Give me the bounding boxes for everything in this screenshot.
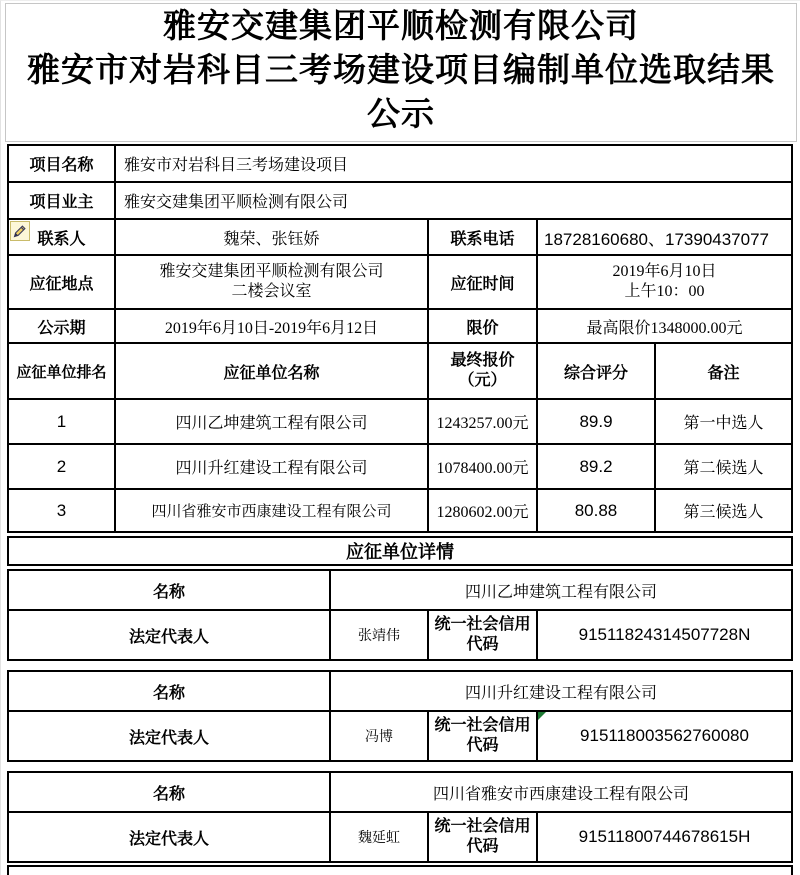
rank-value: 2 bbox=[8, 444, 115, 489]
legal-rep-label: 法定代表人 bbox=[8, 610, 330, 660]
credit-code-label-line1: 统一社会信用 bbox=[434, 818, 531, 835]
phone-value: 18728160680、17390437077 bbox=[537, 219, 792, 255]
legal-rep-label: 法定代表人 bbox=[8, 711, 330, 761]
contact-row bbox=[8, 219, 792, 255]
owner-label: 项目业主 bbox=[8, 182, 115, 219]
rank-value: 1 bbox=[8, 399, 115, 444]
owner-row bbox=[8, 182, 792, 219]
venue-row bbox=[8, 255, 792, 309]
credit-code-label-line2: 代码 bbox=[466, 636, 499, 653]
price-limit-value: 最高限价1348000.00元 bbox=[537, 309, 792, 343]
ranking-row-2 bbox=[8, 444, 792, 489]
company-name-row bbox=[8, 772, 792, 812]
owner-value: 雅安交建集团平顺检测有限公司 bbox=[115, 182, 792, 219]
publicity-value: 2019年6月10日-2019年6月12日 bbox=[115, 309, 428, 343]
credit-code-value: 91511800744678615H bbox=[537, 812, 792, 862]
credit-code-label bbox=[428, 610, 537, 660]
credit-code-value: 91511824314507728N bbox=[537, 610, 792, 660]
bid-value: 1280602.00元 bbox=[428, 489, 537, 532]
project-name-row bbox=[8, 145, 792, 182]
note-header: 备注 bbox=[655, 343, 792, 399]
company-name-row bbox=[8, 570, 792, 610]
contact-label: 联系人 bbox=[37, 230, 86, 248]
score-value: 89.9 bbox=[537, 399, 655, 444]
company-name-label: 名称 bbox=[8, 772, 330, 812]
ranking-row-3 bbox=[8, 489, 792, 532]
credit-code-label bbox=[428, 711, 537, 761]
company-name-value: 四川升红建设工程有限公司 bbox=[330, 671, 792, 711]
green-corner-flag-icon bbox=[538, 712, 546, 720]
next-table-cutoff-sliver bbox=[7, 865, 793, 875]
time-line2: 上午10：00 bbox=[624, 283, 705, 300]
bid-header bbox=[428, 343, 537, 399]
title-box bbox=[5, 3, 797, 142]
score-value: 80.88 bbox=[537, 489, 655, 532]
company-name-label: 名称 bbox=[8, 570, 330, 610]
credit-code-label-line1: 统一社会信用 bbox=[434, 616, 531, 633]
bid-value: 1243257.00元 bbox=[428, 399, 537, 444]
credit-code-label-line2: 代码 bbox=[466, 838, 499, 855]
title-announcement-line: 雅安市对岩科目三考场建设项目编制单位选取结果公示 bbox=[27, 53, 775, 133]
contact-label-cell bbox=[8, 219, 115, 255]
score-header: 综合评分 bbox=[537, 343, 655, 399]
title-company-line: 雅安交建集团平顺检测有限公司 bbox=[163, 9, 639, 45]
company-name-label: 名称 bbox=[8, 671, 330, 711]
details-section-header-table bbox=[7, 536, 793, 566]
pencil-note-icon bbox=[10, 221, 30, 241]
company-header: 应征单位名称 bbox=[115, 343, 428, 399]
note-value: 第二候选人 bbox=[655, 444, 792, 489]
project-name-value: 雅安市对岩科目三考场建设项目 bbox=[115, 145, 792, 182]
details-section-title: 应征单位详情 bbox=[8, 537, 792, 565]
credit-code-label bbox=[428, 812, 537, 862]
legal-rep-label: 法定代表人 bbox=[8, 812, 330, 862]
legal-rep-value: 冯博 bbox=[330, 711, 428, 761]
phone-label: 联系电话 bbox=[428, 219, 537, 255]
bid-header-line2: （元） bbox=[458, 372, 507, 389]
company-value: 四川省雅安市西康建设工程有限公司 bbox=[115, 489, 428, 532]
company-value: 四川升红建设工程有限公司 bbox=[115, 444, 428, 489]
ranking-row-1 bbox=[8, 399, 792, 444]
legal-rep-row bbox=[8, 610, 792, 660]
score-value: 89.2 bbox=[537, 444, 655, 489]
time-value bbox=[537, 255, 792, 309]
company-detail-block-1 bbox=[7, 569, 793, 661]
legal-rep-value: 张靖伟 bbox=[330, 610, 428, 660]
rank-header: 应征单位排名 bbox=[8, 343, 115, 399]
company-detail-block-3 bbox=[7, 771, 793, 863]
venue-line1: 雅安交建集团平顺检测有限公司 bbox=[159, 263, 384, 280]
project-name-label: 项目名称 bbox=[8, 145, 115, 182]
company-name-value: 四川乙坤建筑工程有限公司 bbox=[330, 570, 792, 610]
credit-code-text: 915118003562760080 bbox=[580, 726, 749, 745]
bid-header-line1: 最终报价 bbox=[450, 352, 515, 369]
company-detail-block-2 bbox=[7, 670, 793, 762]
rank-value: 3 bbox=[8, 489, 115, 532]
price-limit-label: 限价 bbox=[428, 309, 537, 343]
bid-value: 1078400.00元 bbox=[428, 444, 537, 489]
legal-rep-row bbox=[8, 812, 792, 862]
legal-rep-value: 魏延虹 bbox=[330, 812, 428, 862]
venue-line2: 二楼会议室 bbox=[231, 283, 312, 300]
time-label: 应征时间 bbox=[428, 255, 537, 309]
company-name-value: 四川省雅安市西康建设工程有限公司 bbox=[330, 772, 792, 812]
publicity-row bbox=[8, 309, 792, 343]
note-value: 第三候选人 bbox=[655, 489, 792, 532]
credit-code-label-line2: 代码 bbox=[466, 737, 499, 754]
time-line1: 2019年6月10日 bbox=[612, 263, 717, 280]
legal-rep-row bbox=[8, 711, 792, 761]
company-value: 四川乙坤建筑工程有限公司 bbox=[115, 399, 428, 444]
ranking-header-row bbox=[8, 343, 792, 399]
venue-label: 应征地点 bbox=[8, 255, 115, 309]
contact-value: 魏荣、张钰娇 bbox=[115, 219, 428, 255]
venue-value bbox=[115, 255, 428, 309]
note-value: 第一中选人 bbox=[655, 399, 792, 444]
page-title bbox=[12, 5, 790, 137]
company-name-row bbox=[8, 671, 792, 711]
credit-code-value bbox=[537, 711, 792, 761]
credit-code-label-line1: 统一社会信用 bbox=[434, 717, 531, 734]
publicity-label: 公示期 bbox=[8, 309, 115, 343]
main-info-table bbox=[7, 144, 793, 533]
